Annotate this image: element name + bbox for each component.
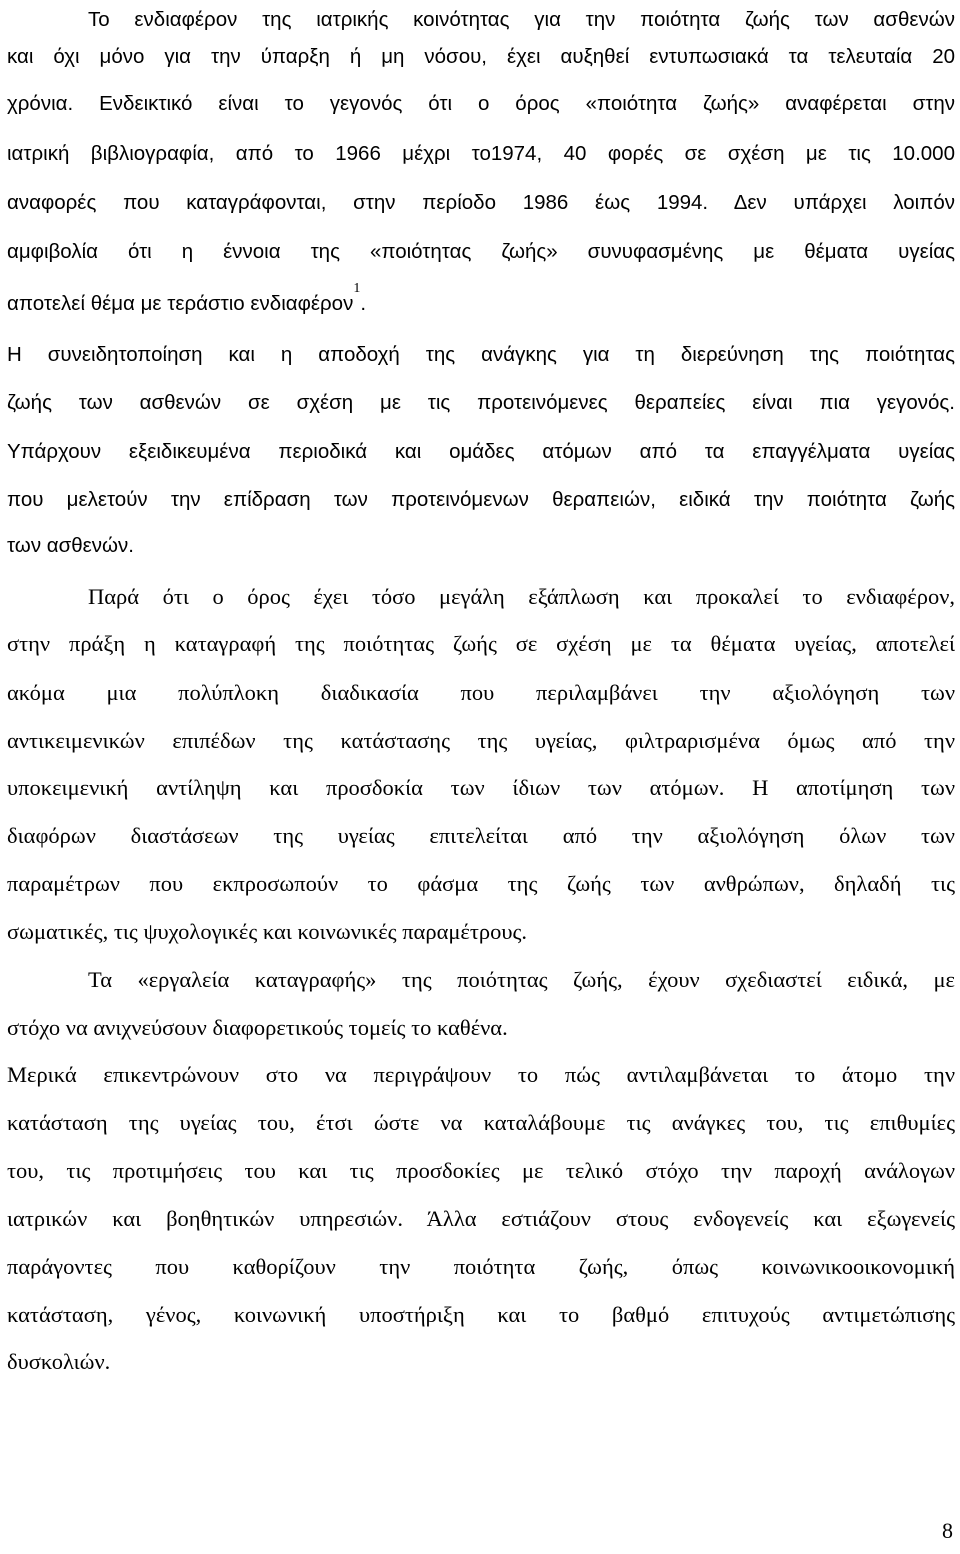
text-line: και όχι μόνο για την ύπαρξη ή μη νόσου, έχει αυξηθεί εντυπωσιακά τα τελευταία 20 [7, 45, 955, 68]
text-line: ακόμα μια πολύπλοκη διαδικασία που περιλαμβάνει την αξιολόγηση των [7, 680, 955, 705]
page-number: 8 [942, 1518, 953, 1543]
text-line: ιατρική βιβλιογραφία, από το 1966 μέχρι το1974, 40 φορές σε σχέση με τις 10.000 [7, 142, 955, 165]
text-line: δυσκολιών. [7, 1349, 111, 1374]
text-line: αναφορές που καταγράφονται, στην περίοδο 1986 έως 1994. Δεν υπάρχει λοιπόν [7, 191, 955, 214]
text-line: στόχο να ανιχνεύσουν διαφορετικούς τομείς το καθένα. [7, 1015, 508, 1040]
text-line: κατάσταση της υγείας του, έτσι ώστε να καταλάβουμε τις ανάγκες του, τις επιθυμίες [7, 1110, 955, 1135]
text-line: Τα «εργαλεία καταγραφής» της ποιότητας ζωής, έχουν σχεδιαστεί ειδικά, με [88, 967, 955, 992]
text-line: Η συνειδητοποίηση και η αποδοχή της ανάγκης για τη διερεύνηση της ποιότητας [7, 343, 955, 366]
text-line: διαφόρων διαστάσεων της υγείας επιτελείται από την αξιολόγηση όλων των [7, 823, 955, 848]
text-line-with-footnote [7, 281, 955, 324]
text-line: Παρά ότι ο όρος έχει τόσο μεγάλη εξάπλωση και προκαλεί το ενδιαφέρον, [88, 584, 955, 609]
text-line: παράγοντες που καθορίζουν την ποιότητα ζωής, όπως κοινωνικοοικονομική [7, 1254, 955, 1279]
text-line: αντικειμενικών επιπέδων της κατάστασης της υγείας, φιλτραρισμένα όμως από την [7, 728, 955, 753]
text-line: παραμέτρων που εκπροσωπούν το φάσμα της ζωής των ανθρώπων, δηλαδή τις [7, 871, 955, 896]
text-line: Υπάρχουν εξειδικευμένα περιοδικά και ομάδες ατόμων από τα επαγγέλματα υγείας [7, 440, 955, 463]
text-line: των ασθενών. [7, 534, 135, 557]
text-line: Το ενδιαφέρον της ιατρικής κοινότητας για την ποιότητα ζωής των ασθενών [88, 8, 955, 31]
text-line: ιατρικών και βοηθητικών υπηρεσιών. Άλλα εστιάζουν στους ενδογενείς και εξωγενείς [7, 1206, 955, 1231]
footnote-ref: 1 [353, 281, 361, 296]
text-line: του, τις προτιμήσεις του και τις προσδοκίες με τελικό στόχο την παροχή ανάλογων [7, 1158, 955, 1183]
text-line: αποτελεί θέμα με τεράστιο ενδιαφέρον [7, 292, 354, 315]
text-line: ζωής των ασθενών σε σχέση με τις προτεινόμενες θεραπείες είναι πια γεγονός. [7, 391, 955, 414]
text-line: Μερικά επικεντρώνουν στο να περιγράψουν το πώς αντιλαμβάνεται το άτομο την [7, 1062, 955, 1087]
footnote-tail: . [360, 292, 367, 315]
text-line: υποκειμενική αντίληψη και προσδοκία των ίδιων των ατόμων. Η αποτίμηση των [7, 775, 955, 800]
text-line: στην πράξη η καταγραφή της ποιότητας ζωής σε σχέση με τα θέματα υγείας, αποτελεί [7, 631, 955, 656]
text-line: χρόνια. Ενδεικτικό είναι το γεγονός ότι ο όρος «ποιότητα ζωής» αναφέρεται στην [7, 92, 955, 115]
text-line: σωματικές, τις ψυχολογικές και κοινωνικές παραμέτρους. [7, 919, 528, 944]
text-line: αμφιβολία ότι η έννοια της «ποιότητας ζωής» συνυφασμένης με θέματα υγείας [7, 240, 955, 263]
text-line: που μελετούν την επίδραση των προτεινόμενων θεραπειών, ειδικά την ποιότητα ζωής [7, 488, 955, 511]
text-line: κατάσταση, γένος, κοινωνική υποστήριξη και το βαθμό επιτυχούς αντιμετώπισης [7, 1302, 955, 1327]
